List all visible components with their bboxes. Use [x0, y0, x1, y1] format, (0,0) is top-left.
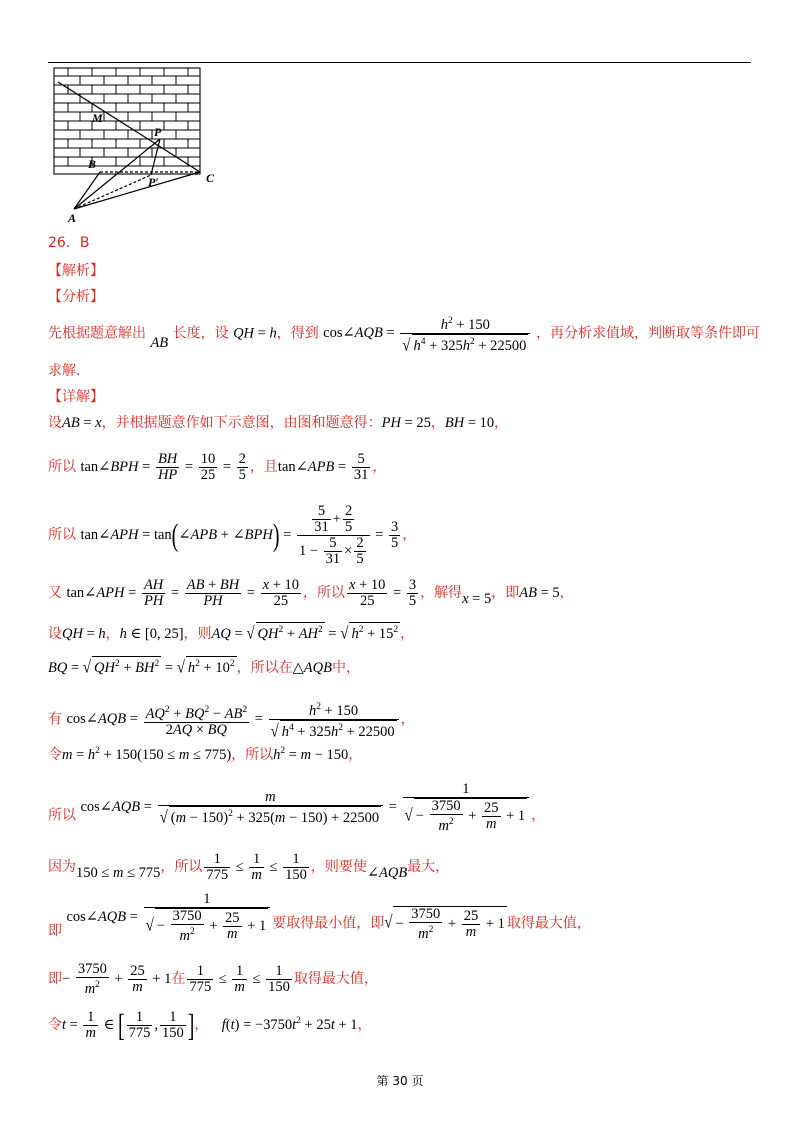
- label-M: M: [92, 111, 103, 125]
- label-P-prime: P′: [148, 175, 159, 189]
- detail-line-13: 令t = $\frac{1}{m}$ ∈ [ $\frac{1}{775}$ , $\frac{1}{150}$ ]， $f(t) = -3750t^2 + 25t + 1$，: [48, 1007, 372, 1044]
- detail-line-12: 即− $\frac{3750}{m^2}$ + $\frac{25}{m}$ + 1在 $\frac{1}{775}$ ≤ $\frac{1}{m}$ ≤ $\frac{1}{150}$ 取得最大值，: [48, 961, 378, 997]
- analysis-line: 先根据题意解出 AB 长度，设 QH = h，得到 cos∠AQB = $\frac{h^2 + 150}{√ h^4 + 325h^2 + 22500}$ ，再分析求值域，判断取等条件即可: [48, 316, 761, 356]
- detail-line-9: 所以 cos∠AQB = $\frac{m}{√ (m - 150)^2 + 325(m - 150) + 22500}$ = 1 √ − $\frac{3750}{m^2}$ + $\frac{25}{m}$ + 1 ，: [48, 781, 546, 834]
- detail-line-2: 所以 tan∠BPH = $\frac{BH}{HP}$ = $\frac{10}{25}$ = $\frac{2}{5}$ ，且tan∠APB = $\frac{5}{31}$ ，: [48, 451, 387, 483]
- detail-header: 【详解】: [48, 389, 104, 405]
- label-P: P: [154, 125, 162, 139]
- detail-line-1: 设AB = x，并根据题意作如下示意图，由图和题意得：PH = 25，BH = 10，: [48, 415, 509, 431]
- detail-line-7: 有 cos∠AQB = $\frac{AQ^2 + BQ^2 - AB^2}{2AQ \times BQ}$ = $\frac{h^2 + 150}{√ h^4 + 325h^2 + 22500}$ ，: [48, 702, 415, 742]
- label-B: B: [88, 157, 97, 171]
- analysis-header: 【解析】: [48, 263, 104, 279]
- brick-wall-figure: [48, 64, 228, 228]
- detail-line-4: 又 tan∠APH = $\frac{AH}{PH}$ = $\frac{AB + BH}{PH}$ = $\frac{x + 10}{25}$ ，所以 $\frac{x + 10}{25}$ = $\frac{3}{5}$ ，解得x = 5，即AB = 5，: [48, 577, 574, 609]
- page-number: 第 30 页: [376, 1074, 424, 1088]
- detail-line-11: 即 cos∠AQB = 1 √ − $\frac{3750}{m^2}$ + $\frac{25}{m}$ + 1 要取得最小值，即√ − $\frac{3750}{m^2}$ + $\frac{25}{m}$ + 1 取得最大值，: [48, 891, 591, 944]
- analysis-line-end: 求解.: [48, 363, 81, 379]
- label-A: A: [68, 211, 77, 225]
- detail-line-3: 所以 tan∠APH = tan(∠APB + ∠BPH) = $\frac{5}{31}$ + $\frac{2}{5}$ 1 − $\frac{5}{31}$ × $\frac{2}{5}$ = $\frac{3}{5}$ ，: [48, 503, 417, 567]
- detail-line-8: 令$m = h^2 + 150(150 \le m \le 775)$，所以$h^2 = m - 150$，: [48, 746, 363, 763]
- detail-line-6: BQ = √ $QH^2 + BH^2$ = √ $h^2 + 10^2$ ，所以在△AQB中，: [48, 656, 360, 677]
- answer-number: 26．B: [48, 235, 90, 251]
- header-rule: [48, 62, 751, 63]
- label-C: C: [206, 171, 215, 185]
- fenxi-header: 【分析】: [48, 289, 104, 305]
- detail-line-5: 设QH = h，h ∈ [0, 25]，则AQ = √ $QH^2 + AH^2$ = √ $h^2 + 15^2$ ，: [48, 622, 414, 643]
- detail-line-10: 因为150 ≤ m ≤ 775，所以 $\frac{1}{775}$ ≤ $\frac{1}{m}$ ≤ $\frac{1}{150}$ ，则要使∠AQB最大，: [48, 851, 450, 883]
